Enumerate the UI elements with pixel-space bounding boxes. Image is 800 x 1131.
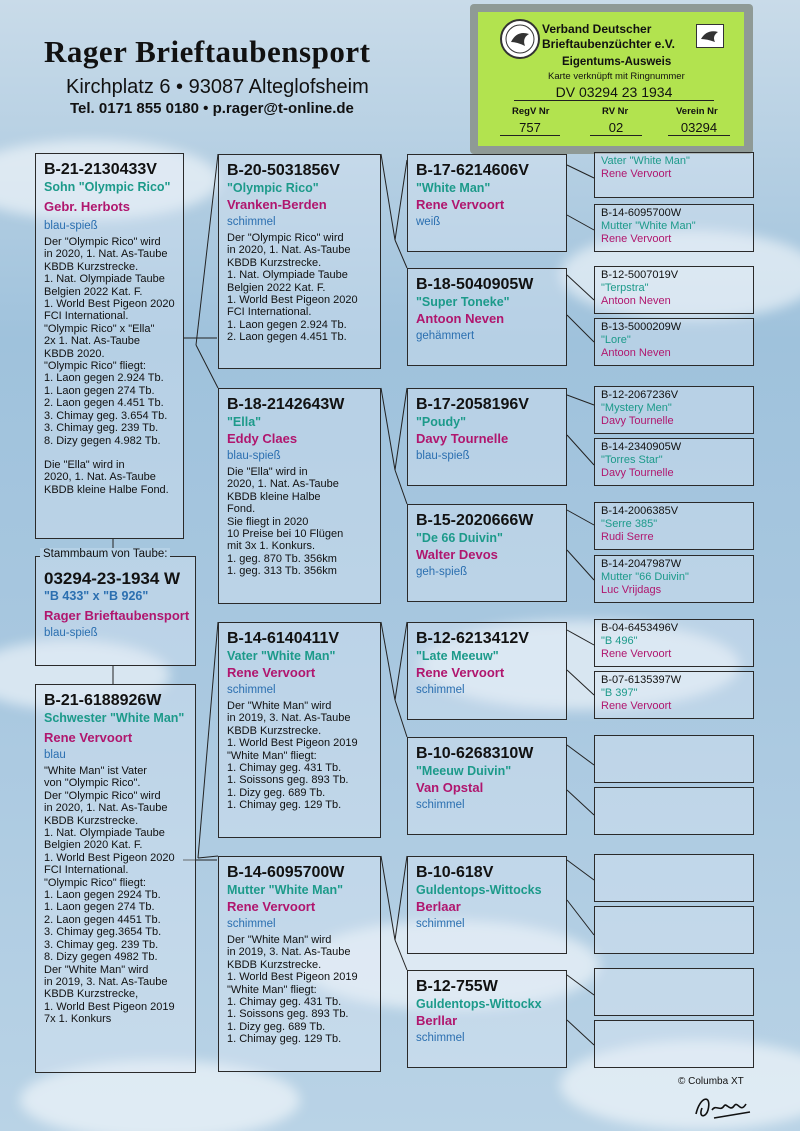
pedigree-owner: Berllar xyxy=(416,1013,458,1028)
pedigree-owner: Berlaar xyxy=(416,899,461,914)
ancestor-card[interactable] xyxy=(407,504,567,602)
pedigree-ring: B-14-6095700W xyxy=(227,864,345,881)
verein-number: 03294 xyxy=(668,120,730,136)
pedigree-owner: Antoon Neven xyxy=(416,311,505,326)
pedigree-name: "B 496" xyxy=(601,635,638,647)
pedigree-name: "Late Meeuw" xyxy=(416,649,499,663)
pedigree-owner: Walter Devos xyxy=(416,547,498,562)
pedigree-owner: Antoon Neven xyxy=(601,347,671,359)
pedigree-owner: Davy Tournelle xyxy=(601,467,674,479)
pedigree-name: Mutter "White Man" xyxy=(601,220,696,232)
ancestor-small-card[interactable] xyxy=(594,1020,754,1068)
pedigree-color: schimmel xyxy=(227,684,276,696)
ancestor-small-card[interactable] xyxy=(594,671,754,719)
pedigree-description: Der "White Man" wird in 2019, 3. Nat. As-Taube KBDB Kurzstrecke. 1. World Best Pigeon 2019 "White Man" fliegt: 1. Chimay geg. 431 Tb. 1. Soissons geg. 893 Tb. 1. Dizy geg. 689 Tb. 1. Chimay geg. 129 Tb. xyxy=(227,934,358,1046)
sire-color: blau-spieß xyxy=(44,220,98,232)
ancestor-card[interactable] xyxy=(407,970,567,1068)
pedigree-color: schimmel xyxy=(227,216,276,228)
pedigree-name: "Terpstra" xyxy=(601,282,649,294)
pedigree-name: "B 397" xyxy=(601,687,638,699)
pedigree-ring: B-17-2058196V xyxy=(416,396,529,413)
pedigree-color: weiß xyxy=(416,216,441,228)
card-doc-title: Eigentums-Ausweis xyxy=(562,56,672,68)
ancestor-card[interactable] xyxy=(407,622,567,720)
ancestor-small-card[interactable] xyxy=(594,386,754,434)
ownership-card xyxy=(470,4,753,154)
pedigree-owner: Luc Vrijdags xyxy=(601,584,662,596)
vdb-logo-icon xyxy=(500,19,540,59)
pedigree-ring: B-20-5031856V xyxy=(227,162,340,179)
pedigree-name: "Super Toneke" xyxy=(416,295,510,309)
regv-label: RegV Nr xyxy=(512,106,550,117)
ancestor-small-card[interactable] xyxy=(594,555,754,603)
pedigree-name: "Poudy" xyxy=(416,415,467,429)
pedigree-color: gehämmert xyxy=(416,330,475,342)
grandsire-paternal-card[interactable] xyxy=(218,154,381,369)
pedigree-ring: B-10-618V xyxy=(416,864,494,881)
granddam-maternal-card[interactable] xyxy=(218,856,381,1072)
ancestor-card[interactable] xyxy=(407,388,567,486)
ancestor-small-card[interactable] xyxy=(594,502,754,550)
ancestor-small-card[interactable] xyxy=(594,204,754,252)
pedigree-name: Vater "White Man" xyxy=(227,649,336,663)
pedigree-color: schimmel xyxy=(416,799,465,811)
ancestor-small-card[interactable] xyxy=(594,619,754,667)
pedigree-ring: B-14-2047987W xyxy=(601,558,682,570)
pedigree-ring: B-04-6453496V xyxy=(601,622,679,634)
grandsire-maternal-card[interactable] xyxy=(218,622,381,838)
pedigree-name: "De 66 Duivin" xyxy=(416,531,503,545)
ancestor-card[interactable] xyxy=(407,268,567,366)
ancestor-small-card[interactable] xyxy=(594,968,754,1016)
ancestor-small-card[interactable] xyxy=(594,318,754,366)
sire-name: Sohn "Olympic Rico" xyxy=(44,180,171,194)
dam-description: "White Man" ist Vater von "Olympic Rico". Der "Olympic Rico" wird in 2020, 1. Nat. As-Taube KBDB Kurzstrecke. 1. Nat. Olympiade Taube Belgien 2020 Kat. F. 1. World Best Pigeon 2020 FCI International. "Olympic Rico" fliegt: 1. Laon gegen 2924 Tb. 1. Laon gegen 274 Tb. 2. Laon gegen 4451 Tb. 3. Chimay geg.3654 Tb. 3. Chimay geg. 239 Tb. 8. Dizy gegen 4982 Tb. Der "White Man" wird in 2019, 3. Nat. As-Taube KBDB Kurzstrecke, 1. World Best Pigeon 2019 7x 1. Konkurs xyxy=(44,765,175,1026)
signature-icon xyxy=(690,1090,760,1124)
pedigree-name: "Ella" xyxy=(227,415,262,429)
breeder-address: Kirchplatz 6 • 93087 Alteglofsheim xyxy=(66,76,369,98)
pedigree-name: Mutter "White Man" xyxy=(227,883,344,897)
pedigree-color: schimmel xyxy=(416,918,465,930)
pedigree-color: schimmel xyxy=(416,684,465,696)
pedigree-owner: Davy Tournelle xyxy=(601,415,674,427)
org-name-line2: Brieftaubenzüchter e.V. xyxy=(542,37,675,51)
breeder-contact: Tel. 0171 855 0180 • p.rager@t-online.de xyxy=(70,100,354,117)
pedigree-owner: Antoon Neven xyxy=(601,295,671,307)
pedigree-owner: Rudi Serre xyxy=(601,531,654,543)
pedigree-name: "Mystery Men" xyxy=(601,402,672,414)
pedigree-ring: B-14-2340905W xyxy=(601,441,682,453)
pedigree-ring: B-12-755W xyxy=(416,978,498,995)
ancestor-small-card[interactable] xyxy=(594,152,754,198)
pedigree-ring: B-13-5000209W xyxy=(601,321,682,333)
ancestor-card[interactable] xyxy=(407,856,567,954)
pedigree-owner: Van Opstal xyxy=(416,780,484,795)
pedigree-ring: B-14-6140411V xyxy=(227,630,340,647)
pedigree-name: "Torres Star" xyxy=(601,454,663,466)
ancestor-small-card[interactable] xyxy=(594,438,754,486)
pedigree-name: Mutter "66 Duivin" xyxy=(601,571,689,583)
ancestor-small-card[interactable] xyxy=(594,854,754,902)
rv-label: RV Nr xyxy=(602,106,629,117)
dam-color: blau xyxy=(44,749,66,761)
pedigree-owner: Rene Vervoort xyxy=(601,700,672,712)
subject-ring: 03294-23-1934 W xyxy=(44,569,181,588)
pedigree-color: blau-spieß xyxy=(227,450,281,462)
pedigree-description: Der "Olympic Rico" wird in 2020, 1. Nat. As-Taube KBDB Kurzstrecke. 1. Nat. Olympiade Taube Belgien 2022 Kat. F. 1. World Best Pigeon 2020 FCI International. 1. Laon gegen 2.924 Tb. 2. Laon gegen 4.451 Tb. xyxy=(227,232,358,344)
pedigree-name: "Meeuw Duivin" xyxy=(416,764,512,778)
pedigree-ring: B-12-6213412V xyxy=(416,630,529,647)
subject-color: blau-spieß xyxy=(44,627,98,639)
pedigree-ring: B-18-5040905W xyxy=(416,276,534,293)
pedigree-ring: B-12-5007019V xyxy=(601,269,679,281)
sire-description: Der "Olympic Rico" wird in 2020, 1. Nat. As-Taube KBDB Kurzstrecke. 1. Nat. Olympiade Taube Belgien 2022 Kat. F. 1. World Best Pigeon 2020 FCI International. "Olympic Rico" x "Ella" 2x 1. Nat. As-Taube KBDB 2020. "Olympic Rico" fliegt: 1. Laon gegen 2.924 Tb. 1. Laon gegen 274 Tb. 2. Laon gegen 4.451 Tb. 3. Chimay geg. 3.654 Tb. 3. Chimay geg. 239 Tb. 8. Dizy gegen 4.982 Tb. Die "Ella" wird in 2020, 1. Nat. As-Taube KBDB kleine Halbe Fond. xyxy=(44,236,175,496)
pedigree-name: Vater "White Man" xyxy=(601,155,690,167)
dam-card[interactable] xyxy=(35,684,196,1073)
pedigree-ring: B-10-6268310W xyxy=(416,745,534,762)
pedigree-owner: Eddy Claes xyxy=(227,431,298,446)
pedigree-ring: B-17-6214606V xyxy=(416,162,529,179)
dam-name: Schwester "White Man" xyxy=(44,711,185,725)
pedigree-ring: B-14-6095700W xyxy=(601,207,682,219)
pedigree-color: geh-spieß xyxy=(416,566,468,578)
pedigree-color: schimmel xyxy=(227,918,276,930)
verein-label: Verein Nr xyxy=(676,106,718,117)
ancestor-card[interactable] xyxy=(407,154,567,252)
pedigree-ring: B-12-2067236V xyxy=(601,389,679,401)
ancestor-small-card[interactable] xyxy=(594,735,754,783)
sire-ring: B-21-2130433V xyxy=(44,161,157,178)
dam-owner: Rene Vervoort xyxy=(44,730,133,745)
pedigree-name: Guldentops-Wittockx xyxy=(416,997,542,1011)
sire-owner: Gebr. Herbots xyxy=(44,199,130,214)
breeder-title: Rager Brieftaubensport xyxy=(44,34,371,69)
pedigree-color: schimmel xyxy=(416,1032,465,1044)
pedigree-color: blau-spieß xyxy=(416,450,470,462)
pigeon-badge-icon xyxy=(696,24,724,48)
pedigree-ring: B-14-2006385V xyxy=(601,505,679,517)
pedigree-name: "Olympic Rico" xyxy=(227,181,319,195)
regv-number: 757 xyxy=(500,120,560,136)
pedigree-owner: Rene Vervoort xyxy=(416,665,505,680)
pedigree-owner: Davy Tournelle xyxy=(416,431,509,446)
granddam-paternal-card[interactable] xyxy=(218,388,381,604)
pedigree-name: "White Man" xyxy=(416,181,491,195)
pedigree-name: "Lore" xyxy=(601,334,631,346)
pedigree-of-label: Stammbaum von Taube: xyxy=(40,548,170,560)
rv-number: 02 xyxy=(590,120,642,136)
pedigree-owner: Vranken-Berden xyxy=(227,197,327,212)
card-ring-number: DV 03294 23 1934 xyxy=(514,84,714,101)
pedigree-owner: Rene Vervoort xyxy=(601,648,672,660)
subject-card[interactable] xyxy=(35,556,196,666)
pedigree-name: Guldentops-Wittocks xyxy=(416,883,542,897)
pedigree-ring: B-15-2020666W xyxy=(416,512,534,529)
ancestor-small-card[interactable] xyxy=(594,787,754,835)
subject-owner: Rager Brieftaubensport xyxy=(44,608,190,623)
ancestor-small-card[interactable] xyxy=(594,266,754,314)
pedigree-ring: B-07-6135397W xyxy=(601,674,682,686)
pedigree-owner: Rene Vervoort xyxy=(601,168,672,180)
copyright-text: © Columba XT xyxy=(678,1076,744,1087)
pedigree-owner: Rene Vervoort xyxy=(601,233,672,245)
pedigree-owner: Rene Vervoort xyxy=(227,899,316,914)
pedigree-owner: Rene Vervoort xyxy=(416,197,505,212)
pedigree-description: Der "White Man" wird in 2019, 3. Nat. As-Taube KBDB Kurzstrecke. 1. World Best Pigeon 2019 "White Man" fliegt: 1. Chimay geg. 431 Tb. 1. Soissons geg. 893 Tb. 1. Dizy geg. 689 Tb. 1. Chimay geg. 129 Tb. xyxy=(227,700,358,812)
subject-parents: "B 433" x "B 926" xyxy=(44,589,149,603)
pedigree-ring: B-18-2142643W xyxy=(227,396,345,413)
pedigree-name: "Serre 385" xyxy=(601,518,658,530)
pedigree-owner: Rene Vervoort xyxy=(227,665,316,680)
ancestor-small-card[interactable] xyxy=(594,906,754,954)
pedigree-description: Die "Ella" wird in 2020, 1. Nat. As-Taube KBDB kleine Halbe Fond. Sie fliegt in 2020 10 Preise bei 10 Flügen mit 3x 1. Konkurs. 1. geg. 870 Tb. 356km 1. geg. 313 Tb. 356km xyxy=(227,466,344,578)
dam-ring: B-21-6188926W xyxy=(44,692,162,709)
sire-card[interactable] xyxy=(35,153,184,539)
ancestor-card[interactable] xyxy=(407,737,567,835)
card-doc-subtitle: Karte verknüpft mit Ringnummer xyxy=(548,71,685,82)
org-name-line1: Verband Deutscher xyxy=(542,22,652,36)
